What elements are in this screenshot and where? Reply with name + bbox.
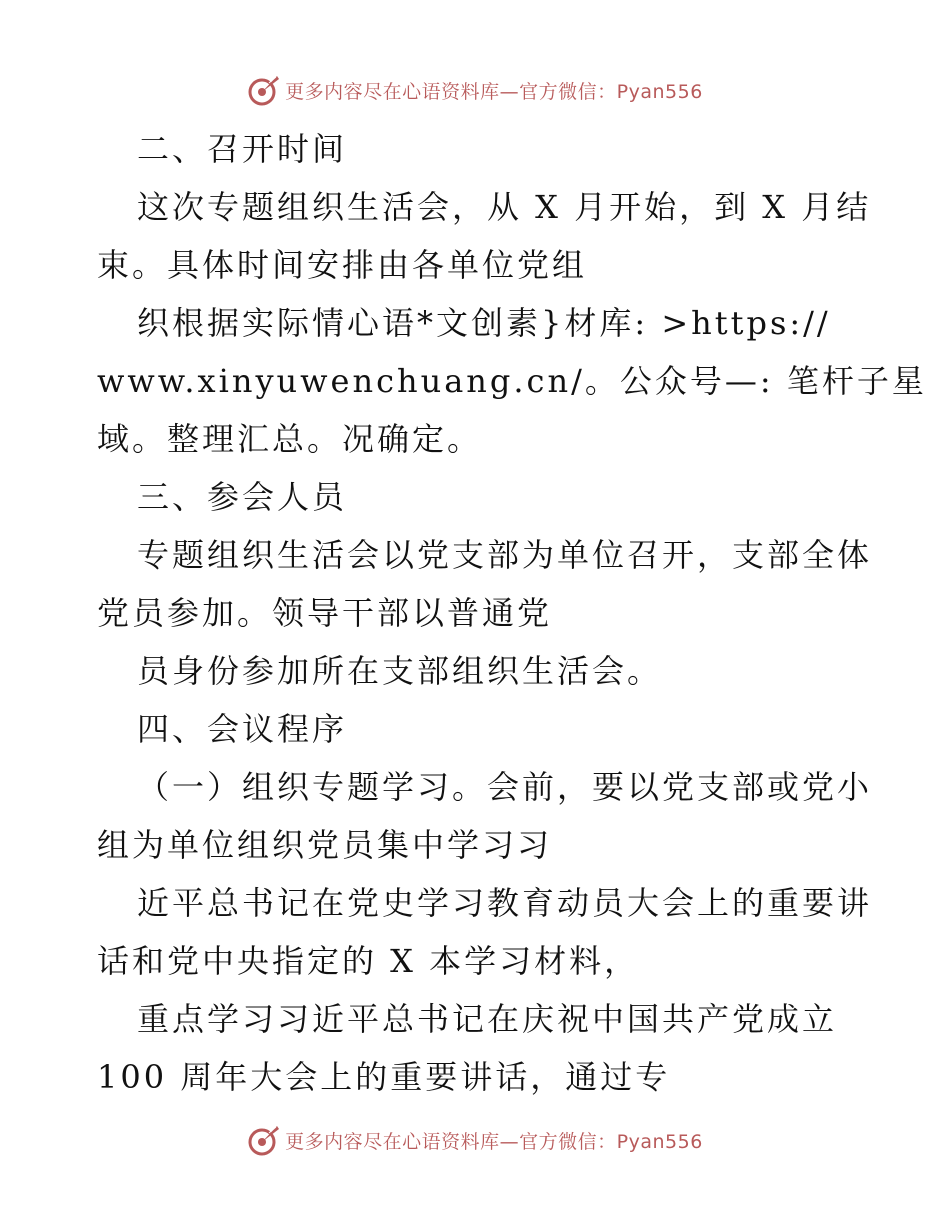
paragraph-line: 员身份参加所在支部组织生活会。 xyxy=(137,652,663,690)
paragraph-line: 重点学习习近平总书记在庆祝中国共产党成立 xyxy=(137,1000,838,1038)
paragraph-line: 100 周年大会上的重要讲话，通过专 xyxy=(97,1058,671,1096)
paragraph-line: （一）组织专题学习。会前，要以党支部或党小 xyxy=(137,768,873,806)
paragraph-line: 这次专题组织生活会，从 X 月开始，到 X 月结 xyxy=(137,188,872,226)
paragraph-line: 话和党中央指定的 X 本学习材料， xyxy=(97,942,640,980)
paragraph-line: www.xinyuwenchuang.cn/。公众号—: 笔杆子星 xyxy=(97,362,927,400)
footer-banner xyxy=(0,1120,950,1160)
paragraph-line: 域。整理汇总。况确定。 xyxy=(97,420,483,458)
section-heading-attendees: 三、参会人员 xyxy=(137,478,348,516)
header-banner-text: 更多内容尽在心语资料库—官方微信：Pyan556 xyxy=(285,80,703,103)
quill-logo-icon xyxy=(247,73,281,107)
paragraph-line: 专题组织生活会以党支部为单位召开，支部全体 xyxy=(137,536,873,574)
footer-banner-text: 更多内容尽在心语资料库—官方微信：Pyan556 xyxy=(285,1130,703,1153)
section-heading-time: 二、召开时间 xyxy=(137,130,348,168)
paragraph-line: 束。具体时间安排由各单位党组 xyxy=(97,246,588,284)
header-banner xyxy=(0,70,950,110)
section-heading-procedure: 四、会议程序 xyxy=(137,710,348,748)
paragraph-line: 组为单位组织党员集中学习习 xyxy=(97,826,553,864)
paragraph-line: 党员参加。领导干部以普通党 xyxy=(97,594,553,632)
paragraph-line: 织根据实际情心语*文创素}材库: >https:// xyxy=(137,304,831,342)
document-body xyxy=(97,120,927,1106)
paragraph-line: 近平总书记在党史学习教育动员大会上的重要讲 xyxy=(137,884,873,922)
quill-logo-icon xyxy=(247,1123,281,1157)
